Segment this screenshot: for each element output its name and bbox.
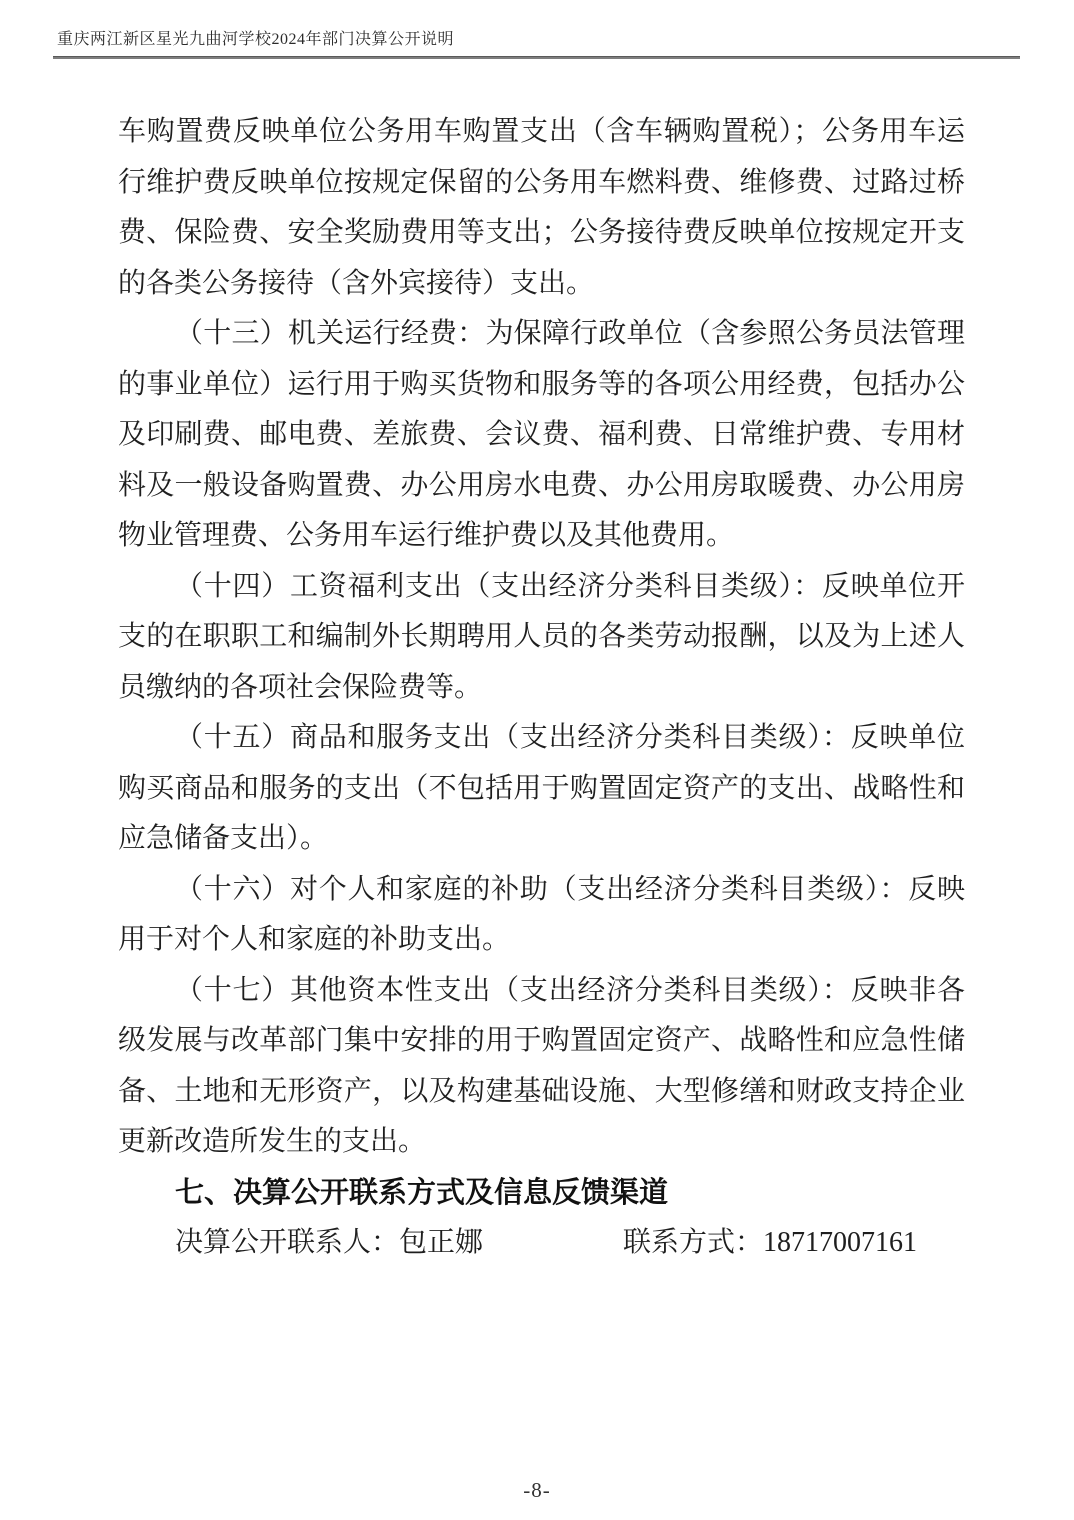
paragraph: （十七）其他资本性支出（支出经济分类科目类级）：反映非各级发展与改革部门集中安排的用于购置固定资产、战略性和应急性储备、土地和无形资产，以及构建基础设施、大型修缮和财政支持企业更新改造所发生的支出。 xyxy=(118,974,965,1157)
paragraph-list xyxy=(118,107,965,1168)
contact-phone: 联系方式：18717007161 xyxy=(623,1227,918,1258)
paragraph: （十五）商品和服务支出（支出经济分类科目类级）：反映单位购买商品和服务的支出（不包括用于购置固定资产的支出、战略性和应急储备支出）。 xyxy=(118,722,965,854)
contact-person: 决算公开联系人：包正娜 xyxy=(175,1227,484,1258)
contact-line xyxy=(118,1218,965,1269)
header-rule xyxy=(53,56,1020,59)
paragraph: （十三）机关运行经费：为保障行政单位（含参照公务员法管理的事业单位）运行用于购买货物和服务等的各项公用经费，包括办公及印刷费、邮电费、差旅费、会议费、福利费、日常维护费、专用材料及一般设备购置费、办公用房水电费、办公用房取暖费、办公用房物业管理费、公务用车运行维护费以及其他费用。 xyxy=(118,318,965,551)
paragraph: （十四）工资福利支出（支出经济分类科目类级）：反映单位开支的在职职工和编制外长期聘用人员的各类劳动报酬，以及为上述人员缴纳的各项社会保险费等。 xyxy=(118,570,965,703)
header-title: 重庆两江新区星光九曲河学校2024年部门决算公开说明 xyxy=(57,31,455,48)
section-heading: 七、决算公开联系方式及信息反馈渠道 xyxy=(175,1176,669,1209)
paragraph: （十六）对个人和家庭的补助（支出经济分类科目类级）：反映用于对个人和家庭的补助支出。 xyxy=(118,873,965,955)
document-body xyxy=(118,107,965,1269)
page-number: -8- xyxy=(523,1478,551,1502)
page-header xyxy=(53,30,1020,59)
paragraph: 车购置费反映单位公务用车购置支出（含车辆购置税）；公务用车运行维护费反映单位按规定保留的公务用车燃料费、维修费、过路过桥费、保险费、安全奖励费用等支出；公务接待费反映单位按规定开支的各类公务接待（含外宾接待）支出。 xyxy=(118,116,965,299)
page-footer xyxy=(0,1478,1074,1503)
